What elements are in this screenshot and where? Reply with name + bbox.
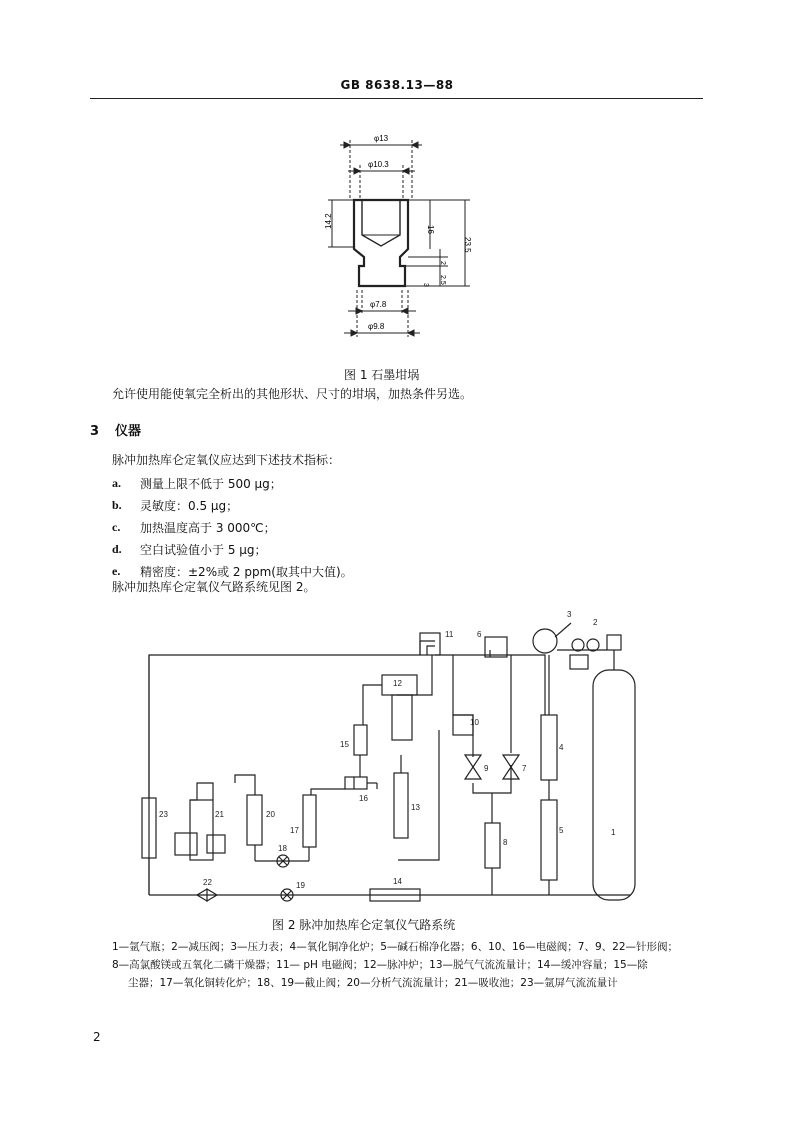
label-17: 17 bbox=[290, 826, 299, 835]
spec-text: 加热温度高于 3 000℃； bbox=[140, 520, 276, 535]
label-6: 6 bbox=[477, 630, 482, 639]
label-20: 20 bbox=[266, 810, 275, 819]
label-9: 9 bbox=[484, 764, 489, 773]
label-21: 21 bbox=[215, 810, 224, 819]
spec-label: e. bbox=[112, 563, 121, 578]
spec-label: a. bbox=[112, 475, 121, 490]
label-14: 14 bbox=[393, 877, 402, 886]
list-item bbox=[112, 494, 353, 516]
spec-label: d. bbox=[112, 541, 122, 556]
page-number: 2 bbox=[93, 1030, 101, 1044]
dim-phi13: φ13 bbox=[374, 134, 389, 143]
spec-label: c. bbox=[112, 519, 121, 534]
spec-text: 灵敏度：0.5 μg； bbox=[140, 498, 239, 513]
section-number: 3 bbox=[90, 424, 100, 439]
dim-phi10-3: φ10.3 bbox=[368, 160, 389, 169]
label-19: 19 bbox=[296, 881, 305, 890]
label-22: 22 bbox=[203, 878, 212, 887]
dim-14-2: 14.2 bbox=[324, 213, 333, 229]
section-heading bbox=[90, 420, 141, 439]
list-item bbox=[112, 516, 353, 538]
dim-3: 3 bbox=[422, 283, 429, 287]
header-rule bbox=[90, 98, 703, 99]
figure2-caption: 图 2 脉冲加热库仑定氧仪气路系统 bbox=[272, 918, 456, 932]
dim-phi7-8: φ7.8 bbox=[370, 300, 387, 309]
label-15: 15 bbox=[340, 740, 349, 749]
spec-list bbox=[112, 472, 353, 582]
label-13: 13 bbox=[411, 803, 420, 812]
label-23: 23 bbox=[159, 810, 168, 819]
standard-number-header: GB 8638.13—88 bbox=[340, 78, 454, 92]
figure2-legend-line-1: 1—氩气瓶；2—减压阀；3—压力表；4—氧化铜净化炉；5—碱石棉净化器；6、10、16—电磁阀；7、9、22—针形阀； bbox=[112, 941, 679, 953]
label-3: 3 bbox=[567, 610, 572, 619]
label-11: 11 bbox=[445, 630, 454, 639]
figure1-crucible-drawing bbox=[300, 125, 490, 350]
crucible-note: 允许使用能使氧完全析出的其他形状、尺寸的坩埚，加热条件另选。 bbox=[112, 387, 473, 401]
dim-phi9-8: φ9.8 bbox=[368, 322, 385, 331]
spec-text: 空白试验值小于 5 μg； bbox=[140, 542, 267, 557]
list-item bbox=[112, 538, 353, 560]
label-16: 16 bbox=[359, 794, 368, 803]
figure2-legend-line-3: 尘器；17—氧化铜转化炉；18、19—截止阀；20—分析气流流量计；21—吸收池；23—氩屏气流流量计 bbox=[128, 977, 618, 989]
label-7: 7 bbox=[522, 764, 527, 773]
spec-text: 精密度：±2%或 2 ppm(取其中大值)。 bbox=[140, 564, 353, 579]
figure2-gas-path-diagram bbox=[135, 605, 655, 905]
label-4: 4 bbox=[559, 743, 564, 752]
dim-23-5: 23.5 bbox=[463, 237, 472, 253]
dim-16: 16 bbox=[426, 225, 435, 234]
figure1-caption: 图 1 石墨坩埚 bbox=[344, 368, 420, 382]
spec-outro: 脉冲加热库仑定氧仪气路系统见图 2。 bbox=[112, 580, 316, 594]
label-18: 18 bbox=[278, 844, 287, 853]
figure2-legend-line-2: 8—高氯酸镁或五氧化二磷干燥器；11— pH 电磁阀；12—脉冲炉；13—脱气气流流量计；14—缓冲容量；15—除 bbox=[112, 959, 648, 971]
dim-2: 2 bbox=[439, 261, 446, 265]
spec-intro: 脉冲加热库仑定氧仪应达到下述技术指标： bbox=[112, 453, 341, 467]
label-1: 1 bbox=[611, 828, 616, 837]
label-5: 5 bbox=[559, 826, 564, 835]
section-title: 仪器 bbox=[115, 424, 142, 439]
label-2: 2 bbox=[593, 618, 598, 627]
label-12: 12 bbox=[393, 679, 402, 688]
dim-2-5: 2.5 bbox=[439, 275, 446, 285]
spec-label: b. bbox=[112, 497, 122, 512]
label-10: 10 bbox=[470, 718, 479, 727]
list-item bbox=[112, 472, 353, 494]
label-8: 8 bbox=[503, 838, 508, 847]
spec-text: 测量上限不低于 500 μg； bbox=[140, 476, 282, 491]
